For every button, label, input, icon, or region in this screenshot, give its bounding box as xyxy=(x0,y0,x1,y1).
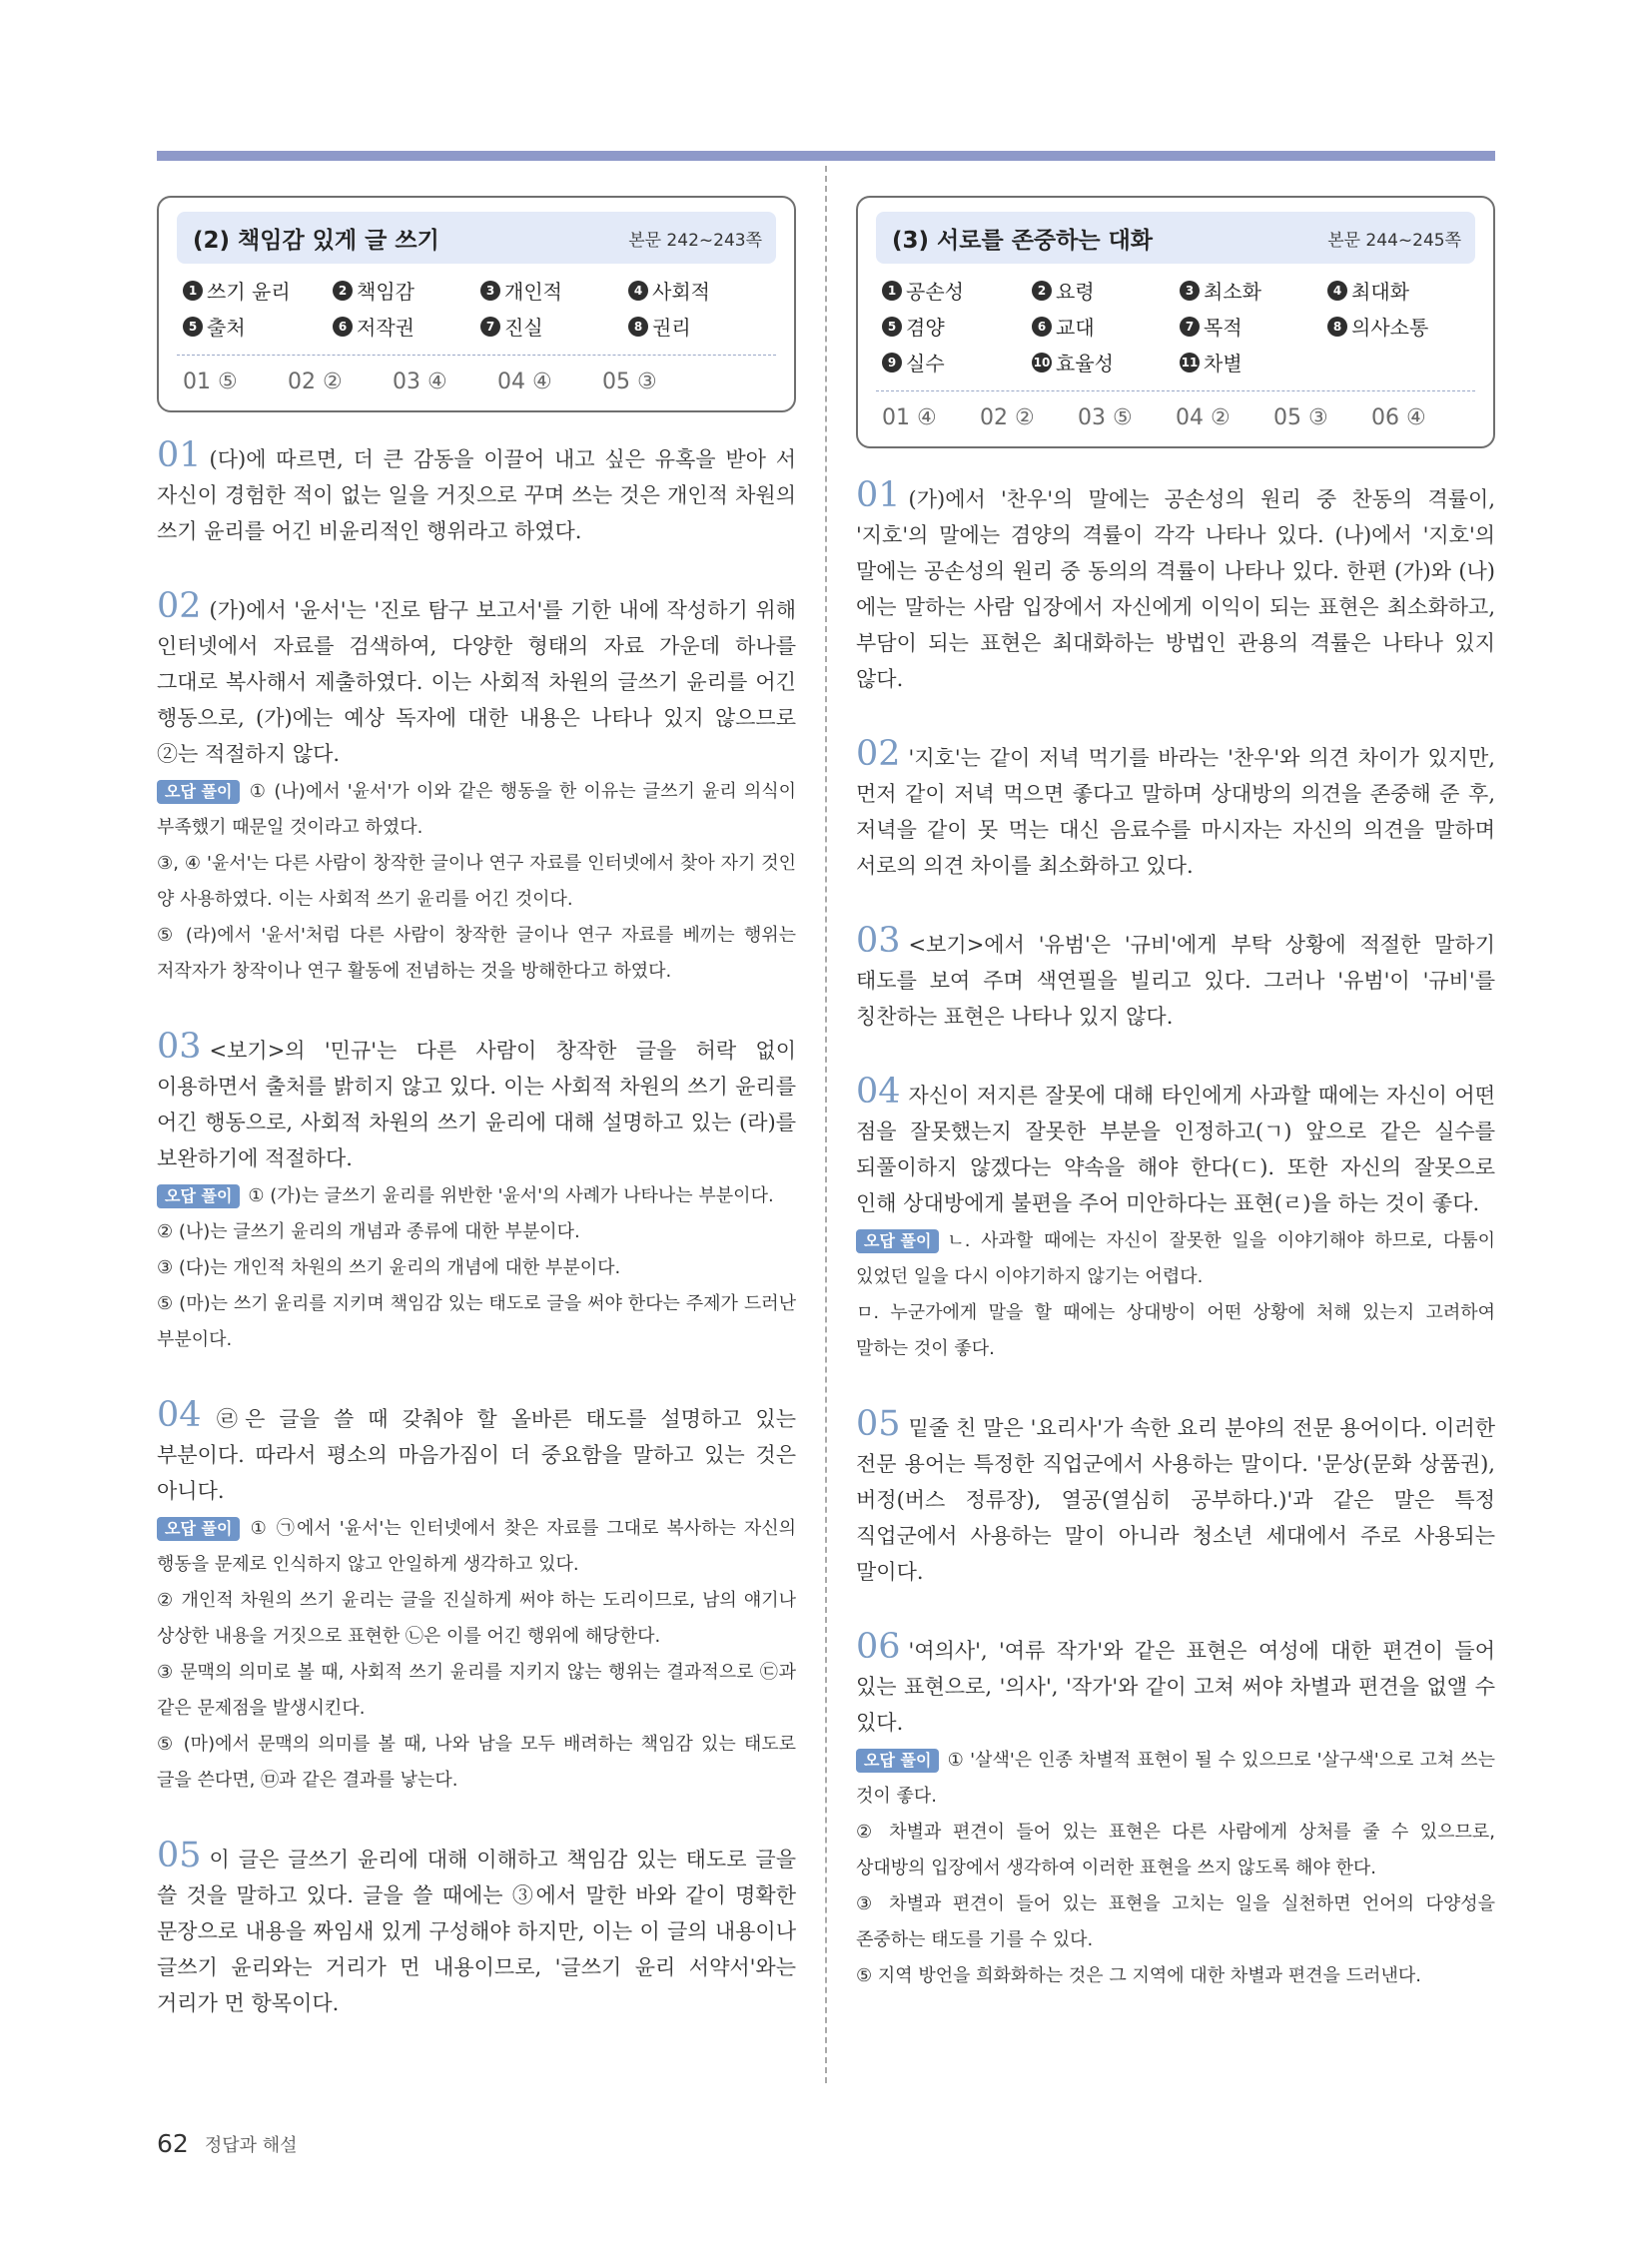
note-line xyxy=(856,1886,1495,1958)
wrong-answer-badge: 오답 풀이 xyxy=(856,1229,939,1253)
note-text: ㅁ. 누군가에게 말을 할 때에는 상대방이 어떤 상황에 처해 있는지 고려하여 말하는 것이 좋다. xyxy=(856,1302,1495,1359)
number-circle-icon: 1 xyxy=(882,281,902,301)
note-line xyxy=(856,1958,1495,1994)
keyword-text: 목적 xyxy=(1204,316,1242,340)
number-circle-icon: 3 xyxy=(480,281,500,301)
question-number: 02 xyxy=(856,734,901,774)
number-circle-icon: 4 xyxy=(628,281,648,301)
question-block xyxy=(856,1072,1495,1367)
keyword-item xyxy=(1327,276,1477,305)
note-line xyxy=(856,1223,1495,1295)
number-circle-icon: 6 xyxy=(333,317,353,337)
keyword-text: 교대 xyxy=(1056,316,1095,340)
keyword-item xyxy=(1180,348,1327,376)
question-block xyxy=(856,921,1495,1035)
question-number: 03 xyxy=(856,921,901,961)
question-number: 04 xyxy=(856,1072,901,1112)
keyword-item xyxy=(882,276,1032,305)
question-block xyxy=(856,1627,1495,1994)
keyword-text: 쓰기 윤리 xyxy=(207,280,291,304)
note-line xyxy=(157,1655,796,1727)
answer-item: 04 ④ xyxy=(497,370,552,394)
note-line xyxy=(157,1214,796,1250)
left-key-header xyxy=(177,212,776,264)
note-text: ⑤ (마)는 쓰기 윤리를 지키며 책임감 있는 태도로 글을 써야 한다는 주제가 드러난 부분이다. xyxy=(157,1293,796,1350)
explanation: '여의사', '여류 작가'와 같은 표현은 여성에 대한 편견이 들어 있는 표현으로, '의사', '작가'와 같이 고쳐 써야 차별과 편견을 없앨 수 있다. xyxy=(856,1639,1495,1735)
question-text xyxy=(856,475,1495,697)
note-text: ② 차별과 편견이 들어 있는 표현은 다른 사람에게 상처를 줄 수 있으므로, 상대방의 입장에서 생각하여 이러한 표현을 쓰지 않도록 해야 한다. xyxy=(856,1822,1495,1878)
note-line xyxy=(856,1743,1495,1815)
number-circle-icon: 4 xyxy=(1327,281,1347,301)
question-number: 05 xyxy=(157,1836,202,1875)
note-text: ③ 문맥의 의미로 볼 때, 사회적 쓰기 윤리를 지키지 않는 행위는 결과적으로 ㉢과 같은 문제점을 발생시킨다. xyxy=(157,1662,796,1719)
wrong-answer-notes xyxy=(157,1178,796,1358)
note-line xyxy=(856,1815,1495,1886)
keyword-text: 최대화 xyxy=(1351,280,1409,304)
note-text: ③, ④ '윤서'는 다른 사람이 창작한 글이나 연구 자료를 인터넷에서 찾아 자기 것인 양 사용하였다. 이는 사회적 쓰기 윤리를 어긴 것이다. xyxy=(157,853,796,910)
keyword-item xyxy=(1032,348,1180,376)
note-line xyxy=(157,1286,796,1358)
question-number: 04 xyxy=(157,1395,202,1435)
answer-item: 02 ② xyxy=(980,405,1035,430)
answer-item: 02 ② xyxy=(288,370,343,394)
question-text xyxy=(856,1072,1495,1221)
question-text xyxy=(157,435,796,549)
question-block xyxy=(157,586,796,990)
question-text xyxy=(856,1404,1495,1590)
right-questions xyxy=(856,475,1495,1994)
keyword-text: 겸양 xyxy=(906,316,945,340)
answer-item: 01 ⑤ xyxy=(183,370,238,394)
question-text xyxy=(856,1627,1495,1741)
number-circle-icon: 5 xyxy=(183,317,203,337)
answer-key xyxy=(876,391,1475,430)
wrong-answer-badge: 오답 풀이 xyxy=(157,1184,240,1208)
answer-item: 03 ⑤ xyxy=(1078,405,1133,430)
keyword-text: 의사소통 xyxy=(1351,316,1429,340)
answer-key xyxy=(177,356,776,394)
number-circle-icon: 8 xyxy=(1327,317,1347,337)
question-block xyxy=(157,1836,796,2021)
question-block xyxy=(157,1027,796,1358)
keyword-item xyxy=(183,276,333,305)
note-text: ⑤ (마)에서 문맥의 의미를 볼 때, 나와 남을 모두 배려하는 책임감 있는 태도로 글을 쓴다면, ㉤과 같은 결과를 낳는다. xyxy=(157,1734,796,1791)
number-circle-icon: 8 xyxy=(628,317,648,337)
note-line xyxy=(157,1250,796,1286)
question-block xyxy=(157,435,796,549)
question-block xyxy=(856,734,1495,884)
note-line xyxy=(157,1727,796,1799)
note-text: ③ 차별과 편견이 들어 있는 표현을 고치는 일을 실천하면 언어의 다양성을 존중하는 태도를 기를 수 있다. xyxy=(856,1893,1495,1950)
explanation: 자신이 저지른 잘못에 대해 타인에게 사과할 때에는 자신이 어떤 점을 잘못했는지 잘못한 부분을 인정하고(ㄱ) 앞으로 같은 실수를 되풀이하지 않겠다는 약속을 해야 한다(ㄷ). 또한 자신의 잘못으로 인해 상대방에게 불편을 주어 미안하다는 표현(ㄹ)을 하는 것이 좋다. xyxy=(856,1084,1495,1215)
note-line xyxy=(157,1178,796,1214)
right-key-box xyxy=(856,196,1495,448)
question-number: 02 xyxy=(157,586,202,626)
question-block xyxy=(157,1395,796,1799)
question-text xyxy=(157,586,796,772)
answer-item: 03 ④ xyxy=(393,370,447,394)
number-circle-icon: 6 xyxy=(1032,317,1052,337)
keyword-list xyxy=(876,264,1475,382)
note-text: ② 개인적 차원의 쓰기 윤리는 글을 진실하게 써야 하는 도리이므로, 남의 얘기나 상상한 내용을 거짓으로 표현한 ㉡은 이를 어긴 행위에 해당한다. xyxy=(157,1590,796,1647)
question-number: 01 xyxy=(856,475,901,515)
column-divider xyxy=(825,166,827,2083)
keyword-text: 진실 xyxy=(504,316,543,340)
note-text: ① (가)는 글쓰기 윤리를 위반한 '윤서'의 사례가 나타나는 부분이다. xyxy=(248,1185,774,1206)
keyword-text: 사회적 xyxy=(652,280,710,304)
keyword-item xyxy=(1180,276,1327,305)
keyword-item xyxy=(882,312,1032,341)
number-circle-icon: 9 xyxy=(882,353,902,373)
wrong-answer-notes xyxy=(157,1511,796,1799)
keyword-text: 권리 xyxy=(652,316,691,340)
note-line xyxy=(157,846,796,918)
keyword-item xyxy=(480,312,628,341)
explanation: 이 글은 글쓰기 윤리에 대해 이해하고 책임감 있는 태도로 글을 쓸 것을 말하고 있다. 글을 쓸 때에는 ③에서 말한 바와 같이 명확한 문장으로 내용을 짜임새 있게 구성해야 하지만, 이는 이 글의 내용이나 글쓰기 윤리와는 거리가 먼 내용이므로, '글쓰기 윤리 서약서'와는 거리가 먼 항목이다. xyxy=(157,1848,796,2015)
keyword-item xyxy=(628,276,778,305)
note-text: ㄴ. 사과할 때에는 자신이 잘못한 일을 이야기해야 하므로, 다툼이 있었던 일을 다시 이야기하지 않기는 어렵다. xyxy=(856,1230,1495,1287)
keyword-item xyxy=(628,312,778,341)
wrong-answer-badge: 오답 풀이 xyxy=(157,780,240,804)
explanation: <보기>에서 '유범'은 '규비'에게 부탁 상황에 적절한 말하기 태도를 보여 주며 색연필을 빌리고 있다. 그러나 '유범'이 '규비'를 칭찬하는 표현은 나타나 있지 않다. xyxy=(856,933,1495,1029)
answer-item: 06 ④ xyxy=(1371,405,1426,430)
number-circle-icon: 5 xyxy=(882,317,902,337)
question-number: 06 xyxy=(856,1627,901,1667)
number-circle-icon: 7 xyxy=(1180,317,1200,337)
top-rule xyxy=(157,151,1495,161)
note-line xyxy=(157,1583,796,1655)
question-number: 05 xyxy=(856,1404,901,1444)
explanation: (가)에서 '윤서'는 '진로 탐구 보고서'를 기한 내에 작성하기 위해 인터넷에서 자료를 검색하여, 다양한 형태의 자료 가운데 하나를 그대로 복사해서 제출하였다. 이는 사회적 차원의 글쓰기 윤리를 어긴 행동으로, (가)에는 예상 독자에 대한 내용은 나타나 있지 않으므로 ②는 적절하지 않다. xyxy=(157,598,796,766)
question-text xyxy=(157,1836,796,2021)
section-title: (2) 책임감 있게 글 쓰기 xyxy=(193,227,439,254)
number-circle-icon: 1 xyxy=(183,281,203,301)
keyword-text: 효율성 xyxy=(1056,352,1114,375)
explanation: ㉣은 글을 쓸 때 갖춰야 할 올바른 태도를 설명하고 있는 부분이다. 따라서 평소의 마음가짐이 더 중요함을 말하고 있는 것은 아니다. xyxy=(157,1407,796,1503)
keyword-list xyxy=(177,264,776,347)
number-circle-icon: 11 xyxy=(1180,353,1200,373)
explanation: (가)에서 '찬우'의 말에는 공손성의 원리 중 찬동의 격률이, '지호'의 말에는 겸양의 격률이 각각 나타나 있다. (나)에서 '지호'의 말에는 공손성의 원리 중 동의의 격률이 나타나 있다. 한편 (가)와 (나)에는 말하는 사람 입장에서 자신에게 이익이 되는 표현은 최소화하고, 부담이 되는 표현은 최대화하는 방법인 관용의 격률은 나타나 있지 않다. xyxy=(856,487,1495,691)
keyword-item xyxy=(183,312,333,341)
note-text: ① '살색'은 인종 차별적 표현이 될 수 있으므로 '살구색'으로 고쳐 쓰는 것이 좋다. xyxy=(856,1750,1495,1807)
keyword-text: 공손성 xyxy=(906,280,964,304)
right-column xyxy=(856,196,1495,1994)
explanation: <보기>의 '민규'는 다른 사람이 창작한 글을 허락 없이 이용하면서 출처를 밝히지 않고 있다. 이는 사회적 차원의 쓰기 윤리를 어긴 행동으로, 사회적 차원의 쓰기 윤리에 대해 설명하고 있는 (라)를 보완하기에 적절하다. xyxy=(157,1039,796,1170)
wrong-answer-notes xyxy=(157,774,796,990)
page-reference: 본문 244~245쪽 xyxy=(1327,230,1461,251)
question-number: 03 xyxy=(157,1027,202,1067)
question-text xyxy=(856,734,1495,884)
wrong-answer-notes xyxy=(856,1743,1495,1994)
note-text: ⑤ (라)에서 '윤서'처럼 다른 사람이 창작한 글이나 연구 자료를 베끼는 행위는 저작자가 창작이나 연구 활동에 전념하는 것을 방해한다고 하였다. xyxy=(157,925,796,982)
explanation: 밑줄 친 말은 '요리사'가 속한 요리 분야의 전문 용어이다. 이러한 전문 용어는 특정한 직업군에서 사용하는 말이다. '문상(문화 상품권), 버정(버스 정류장), 열공(열심히 공부하다.)'과 같은 말은 특정 직업군에서 사용하는 말이 아니라 청소년 세대에서 주로 사용되는 말이다. xyxy=(856,1416,1495,1584)
answer-item: 05 ③ xyxy=(602,370,657,394)
note-line xyxy=(157,918,796,990)
keyword-text: 책임감 xyxy=(357,280,414,304)
note-text: ② (나)는 글쓰기 윤리의 개념과 종류에 대한 부분이다. xyxy=(157,1221,580,1242)
explanation: (다)에 따르면, 더 큰 감동을 이끌어 내고 싶은 유혹을 받아 서 자신이 경험한 적이 없는 일을 거짓으로 꾸며 쓰는 것은 개인적 차원의 쓰기 윤리를 어긴 비윤리적인 행위라고 하였다. xyxy=(157,447,796,543)
left-key-box xyxy=(157,196,796,412)
keyword-item xyxy=(333,276,480,305)
keyword-item xyxy=(882,348,1032,376)
keyword-item xyxy=(1032,312,1180,341)
number-circle-icon: 2 xyxy=(1032,281,1052,301)
question-text xyxy=(157,1027,796,1176)
answer-item: 05 ③ xyxy=(1273,405,1328,430)
number-circle-icon: 2 xyxy=(333,281,353,301)
answer-item: 04 ② xyxy=(1176,405,1231,430)
question-number: 01 xyxy=(157,435,202,475)
right-key-header xyxy=(876,212,1475,264)
page-number: 62 xyxy=(157,2129,189,2158)
note-line xyxy=(157,774,796,846)
number-circle-icon: 3 xyxy=(1180,281,1200,301)
keyword-text: 출처 xyxy=(207,316,246,340)
footer-label: 정답과 해설 xyxy=(204,2134,298,2156)
explanation: '지호'는 같이 저녁 먹기를 바라는 '찬우'와 의견 차이가 있지만, 먼저 같이 저녁 먹으면 좋다고 말하며 상대방의 의견을 존중해 준 후, 저녁을 같이 못 먹는 대신 음료수를 마시자는 자신의 의견을 말하며 서로의 의견 차이를 최소화하고 있다. xyxy=(856,746,1495,878)
question-block xyxy=(856,1404,1495,1590)
number-circle-icon: 7 xyxy=(480,317,500,337)
keyword-item xyxy=(1180,312,1327,341)
keyword-item xyxy=(1032,276,1180,305)
left-column xyxy=(157,196,796,2021)
note-text: ① ㉠에서 '윤서'는 인터넷에서 찾은 자료를 그대로 복사하는 자신의 행동을 문제로 인식하지 않고 안일하게 생각하고 있다. xyxy=(157,1518,796,1575)
note-text: ⑤ 지역 방언을 희화화하는 것은 그 지역에 대한 차별과 편견을 드러낸다. xyxy=(856,1965,1421,1986)
keyword-item xyxy=(1327,312,1477,341)
page-footer xyxy=(157,2129,297,2158)
left-questions xyxy=(157,435,796,2021)
note-text: ① (나)에서 '윤서'가 이와 같은 행동을 한 이유는 글쓰기 윤리 의식이 부족했기 때문일 것이라고 하였다. xyxy=(157,781,796,838)
note-text: ③ (다)는 개인적 차원의 쓰기 윤리의 개념에 대한 부분이다. xyxy=(157,1257,621,1278)
question-block xyxy=(856,475,1495,697)
keyword-text: 차별 xyxy=(1204,352,1242,375)
number-circle-icon: 10 xyxy=(1032,353,1052,373)
wrong-answer-notes xyxy=(856,1223,1495,1367)
answer-item: 01 ④ xyxy=(882,405,937,430)
note-line xyxy=(856,1295,1495,1367)
keyword-text: 최소화 xyxy=(1204,280,1261,304)
keyword-text: 개인적 xyxy=(504,280,562,304)
keyword-text: 저작권 xyxy=(357,316,414,340)
keyword-text: 실수 xyxy=(906,352,945,375)
keyword-text: 요령 xyxy=(1056,280,1095,304)
question-text xyxy=(856,921,1495,1035)
keyword-item xyxy=(480,276,628,305)
page-reference: 본문 242~243쪽 xyxy=(628,230,762,251)
wrong-answer-badge: 오답 풀이 xyxy=(157,1517,240,1541)
wrong-answer-badge: 오답 풀이 xyxy=(856,1749,939,1773)
question-text xyxy=(157,1395,796,1509)
section-title: (3) 서로를 존중하는 대화 xyxy=(892,227,1154,254)
note-line xyxy=(157,1511,796,1583)
keyword-item xyxy=(333,312,480,341)
